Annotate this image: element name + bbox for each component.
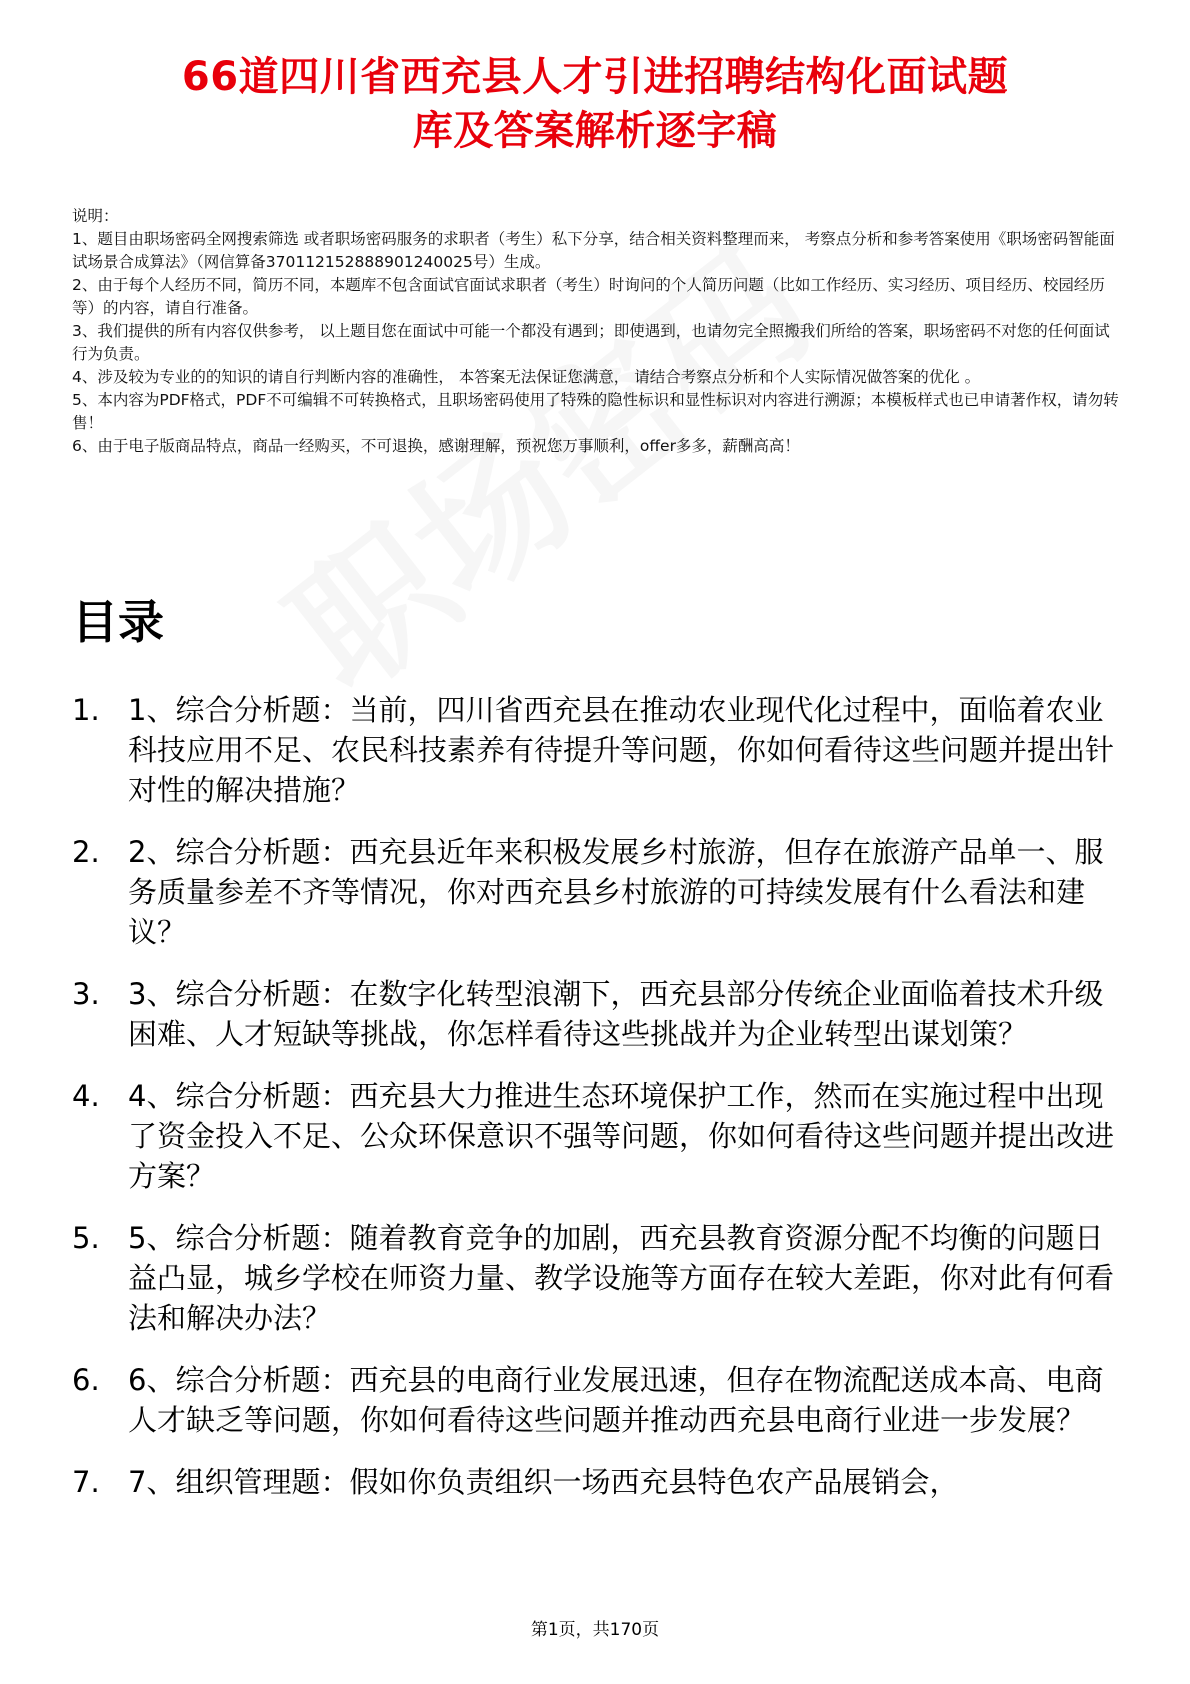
toc-item-text[interactable]: 6、综合分析题：西充县的电商行业发展迅速，但存在物流配送成本高、电商人才缺乏等问题，你如何看待这些问题并推动西充县电商行业进一步发展？ (128, 1363, 1104, 1437)
notes-heading: 说明： (72, 207, 119, 225)
toc-item-number: 1. (72, 693, 100, 727)
document-title (60, 50, 1130, 158)
toc-item[interactable] (72, 690, 1132, 810)
toc-item[interactable] (72, 1360, 1132, 1440)
toc-item[interactable] (72, 1076, 1132, 1196)
toc-item[interactable] (72, 974, 1132, 1054)
toc-item-number: 7. (72, 1465, 100, 1499)
toc-item-number: 4. (72, 1079, 100, 1113)
notes-section (72, 205, 1122, 458)
toc-item[interactable] (72, 1462, 1132, 1502)
toc-item-number: 5. (72, 1221, 100, 1255)
toc-item[interactable] (72, 832, 1132, 952)
note-item: 1、题目由职场密码全网搜索筛选 或者职场密码服务的求职者（考生）私下分享，结合相关资料整理而来， 考察点分析和参考答案使用《职场密码智能面试场景合成算法》（网信算备370112152888901240025号）生成。 (72, 230, 1115, 271)
note-item: 2、由于每个人经历不同，简历不同，本题库不包含面试官面试求职者（考生）时询问的个人简历问题（比如工作经历、实习经历、项目经历、校园经历等）的内容，请自行准备。 (72, 276, 1105, 317)
toc-item-text[interactable]: 3、综合分析题：在数字化转型浪潮下，西充县部分传统企业面临着技术升级困难、人才短缺等挑战，你怎样看待这些挑战并为企业转型出谋划策？ (128, 977, 1104, 1051)
note-item: 4、涉及较为专业的的知识的请自行判断内容的准确性， 本答案无法保证您满意， 请结合考察点分析和个人实际情况做答案的优化 。 (72, 368, 981, 386)
toc-item-text[interactable]: 7、组织管理题：假如你负责组织一场西充县特色农产品展销会， (128, 1465, 959, 1499)
note-item: 6、由于电子版商品特点，商品一经购买，不可退换，感谢理解，预祝您万事顺利，offer多多，薪酬高高！ (72, 437, 800, 455)
toc-item-text[interactable]: 1、综合分析题：当前，四川省西充县在推动农业现代化过程中，面临着农业科技应用不足、农民科技素养有待提升等问题，你如何看待这些问题并提出针对性的解决措施？ (128, 693, 1115, 807)
toc-item-number: 2. (72, 835, 100, 869)
toc-heading: 目录 (72, 595, 164, 649)
title-line-2: 库及答案解析逐字稿 (412, 108, 778, 154)
toc-item-number: 6. (72, 1363, 100, 1397)
toc-list (72, 690, 1132, 1524)
toc-item-text[interactable]: 5、综合分析题：随着教育竞争的加剧，西充县教育资源分配不均衡的问题日益凸显，城乡学校在师资力量、教学设施等方面存在较大差距，你对此有何看法和解决办法？ (128, 1221, 1115, 1335)
note-item: 3、我们提供的所有内容仅供参考， 以上题目您在面试中可能一个都没有遇到；即使遇到，也请勿完全照搬我们所给的答案，职场密码不对您的任何面试行为负责。 (72, 322, 1110, 363)
page-footer: 第1页，共170页 (530, 1620, 660, 1640)
toc-item-text[interactable]: 4、综合分析题：西充县大力推进生态环境保护工作，然而在实施过程中出现了资金投入不足、公众环保意识不强等问题，你如何看待这些问题并提出改进方案？ (128, 1079, 1115, 1193)
title-line-1: 66道四川省西充县人才引进招聘结构化面试题 (181, 54, 1009, 100)
toc-item-text[interactable]: 2、综合分析题：西充县近年来积极发展乡村旅游，但存在旅游产品单一、服务质量参差不齐等情况，你对西充县乡村旅游的可持续发展有什么看法和建议？ (128, 835, 1104, 949)
toc-item-number: 3. (72, 977, 100, 1011)
toc-item[interactable] (72, 1218, 1132, 1338)
note-item: 5、本内容为PDF格式，PDF不可编辑不可转换格式，且职场密码使用了特殊的隐性标识和显性标识对内容进行溯源；本模板样式也已申请著作权，请勿转售！ (72, 391, 1119, 432)
